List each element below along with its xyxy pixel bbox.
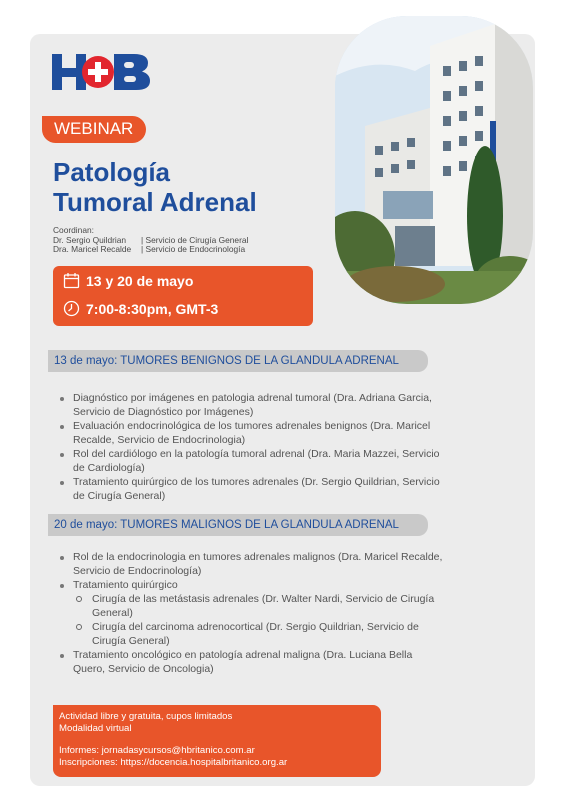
info-registration-url: Inscripciones: https://docencia.hospitalbritanico.org.ar xyxy=(59,756,288,768)
list-item xyxy=(60,419,505,447)
coordinator-name: Dra. Maricel Recalde xyxy=(53,244,132,254)
title-line-2: Tumoral Adrenal xyxy=(53,187,257,217)
day1-heading: 13 de mayo: TUMORES BENIGNOS DE LA GLANDULA ADRENAL xyxy=(48,350,428,372)
page-title xyxy=(53,157,257,217)
item-line: de Cirugía General) xyxy=(73,490,166,502)
item-line: Tratamiento quirúrgico de los tumores adrenales (Dr. Sergio Quildrian, Servicio xyxy=(73,476,440,488)
item-line: Tratamiento oncológico en patología adrenal maligna (Dra. Luciana Bella xyxy=(73,649,413,661)
time-text: 7:00-8:30pm, GMT-3 xyxy=(86,300,219,317)
item-line: Quero, Servicio de Oncologia) xyxy=(73,663,214,675)
coordinator-dept: | Servicio de Cirugía General xyxy=(141,234,249,245)
day2-heading: 20 de mayo: TUMORES MALIGNOS DE LA GLANDULA ADRENAL xyxy=(48,514,428,536)
webinar-badge: WEBINAR xyxy=(42,116,146,143)
list-item xyxy=(60,447,505,475)
sub-list-item xyxy=(60,620,505,648)
schedule-time xyxy=(63,300,218,317)
info-free-text: Actividad libre y gratuita, cupos limitados xyxy=(59,711,233,722)
coordinator-row xyxy=(53,245,248,255)
hospital-building-photo xyxy=(335,16,533,304)
coordinators xyxy=(53,226,248,255)
clock-icon xyxy=(63,300,80,317)
list-item xyxy=(60,391,505,419)
item-line: Tratamiento quirúrgico xyxy=(73,579,178,591)
item-line: Cirugía de las metástasis adrenales (Dr. Walter Nardi, Servicio de Cirugía xyxy=(92,593,435,605)
list-item xyxy=(60,578,505,592)
item-line: Rol del cardiólogo en la patología tumoral adrenal (Dra. Maria Mazzei, Servicio xyxy=(73,448,440,460)
item-line: Servicio de Endocrinología) xyxy=(73,565,202,577)
list-item xyxy=(60,475,505,503)
item-line: Rol de la endocrinologia en tumores adrenales malignos (Dra. Maricel Recalde, xyxy=(73,551,443,563)
info-box xyxy=(53,705,381,777)
coordinator-dept: | Servicio de Endocrinología xyxy=(141,244,246,254)
day1-topic-list xyxy=(60,391,505,503)
item-line: Evaluación endocrinológica de los tumores adrenales benignos (Dra. Maricel xyxy=(73,420,431,432)
list-item xyxy=(60,550,505,578)
item-line: Recalde, Servicio de Endocrinologia) xyxy=(73,434,246,446)
item-line: Servicio de Diagnóstico por Imágenes) xyxy=(73,406,254,418)
item-line: Cirugía del carcinoma adrenocortical (Dr. Sergio Quildrian, Servicio de xyxy=(92,621,419,633)
schedule-box xyxy=(53,266,313,326)
hospital-logo xyxy=(52,52,152,92)
coordinator-name: Dr. Sergio Quildrian xyxy=(53,234,127,245)
coordinators-label: Coordinan: xyxy=(53,225,94,235)
day2-topic-list xyxy=(60,550,505,676)
dates-text: 13 y 20 de mayo xyxy=(86,272,194,289)
list-item xyxy=(60,648,505,676)
item-line: de Cardiología) xyxy=(73,462,145,474)
calendar-icon xyxy=(63,272,80,289)
item-line: Cirugía General) xyxy=(92,635,170,647)
sub-list-item xyxy=(60,592,505,620)
item-line: General) xyxy=(92,607,133,619)
info-contact-email: Informes: jornadasycursos@hbritanico.com.ar xyxy=(59,745,255,756)
title-line-1: Patología xyxy=(53,157,171,187)
info-mode-text: Modalidad virtual xyxy=(59,722,132,734)
item-line: Diagnóstico por imágenes en patologia adrenal tumoral (Dra. Adriana Garcia, xyxy=(73,392,432,404)
schedule-dates xyxy=(63,272,193,289)
